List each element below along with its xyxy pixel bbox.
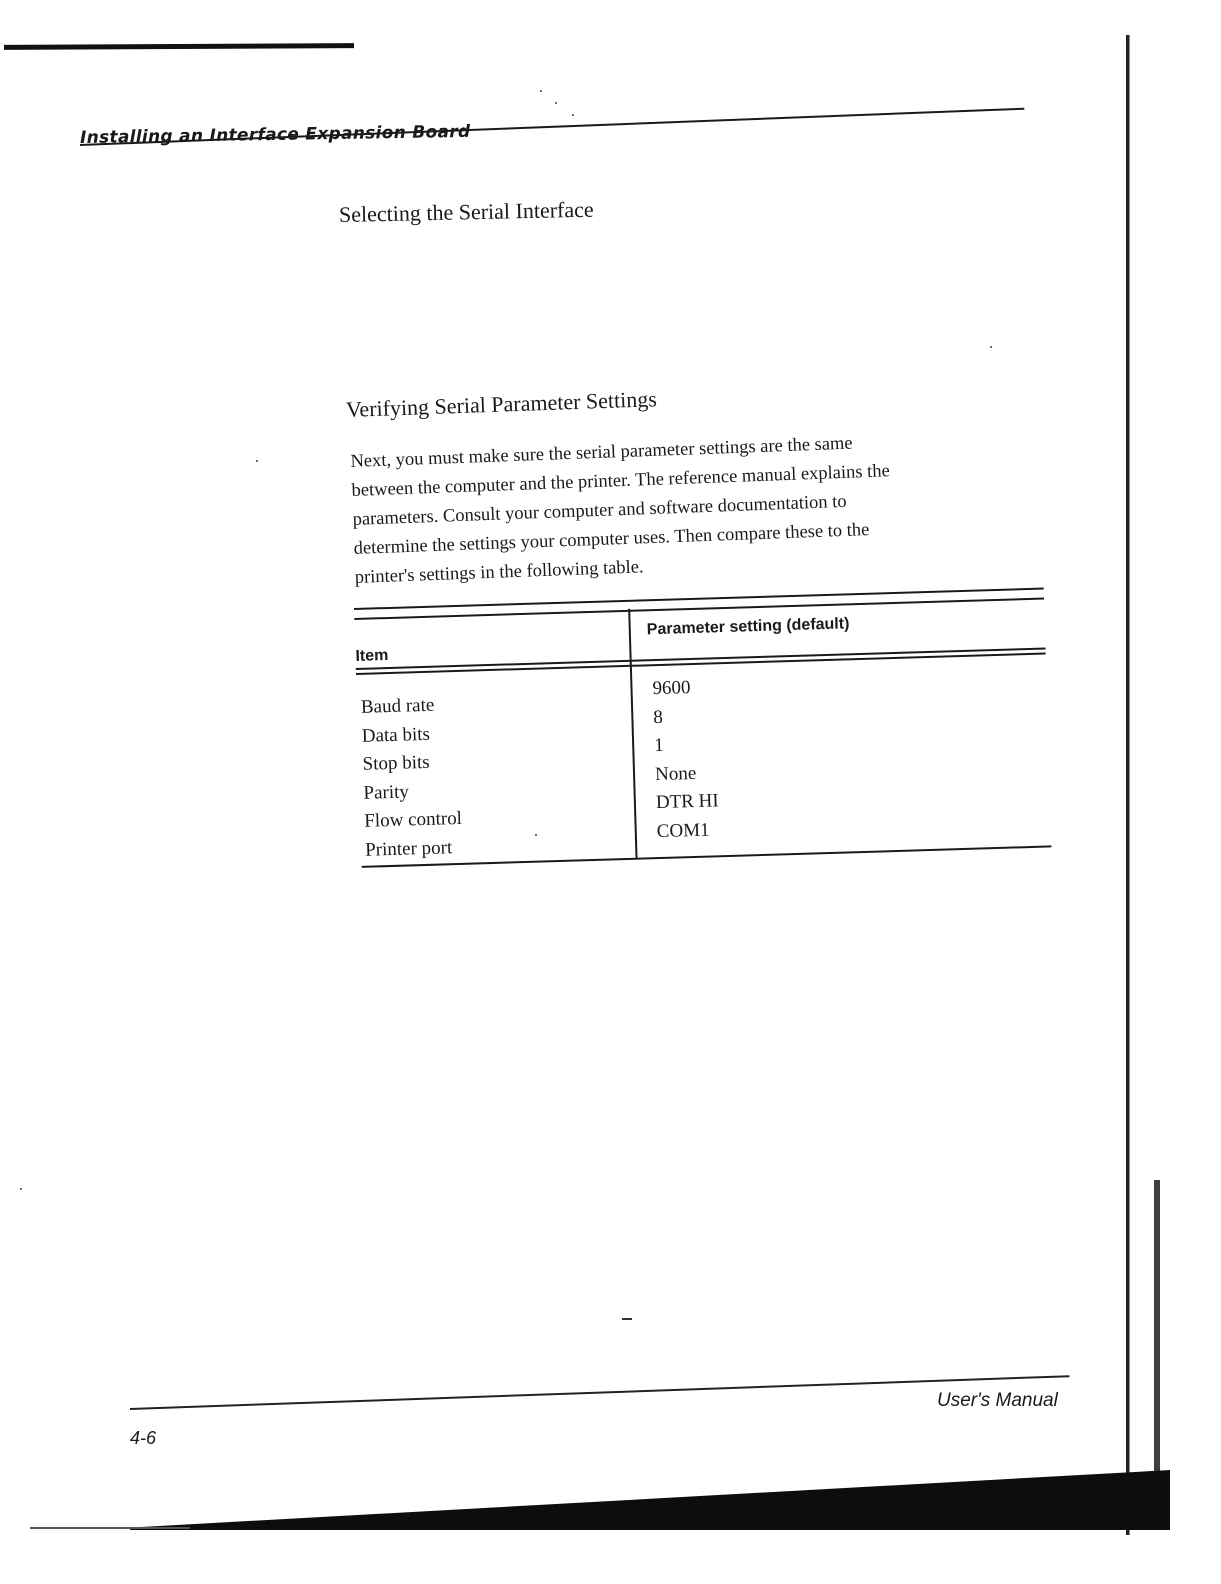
scan-artifact-bottom-line [30,1527,190,1529]
scan-speck [540,90,542,92]
table-cell-item: Parity [363,780,410,804]
table-cell-value: COM1 [656,819,710,842]
scan-artifact-right-edge-lower [1154,1180,1160,1520]
table-cell-value: None [654,762,697,785]
table-cell-item: Printer port [364,836,453,861]
scan-artifact-bottom-wedge [130,1470,1170,1530]
table-header-rule [356,648,1046,670]
serial-parameter-table [354,588,1052,888]
scan-speck [256,460,258,462]
paragraph-line: parameters. Consult your computer and software documentation to [352,491,847,530]
scan-artifact-top-bar [4,43,354,50]
scan-speck [990,346,992,348]
table-header-item: Item [355,647,389,665]
scan-speck [555,102,557,104]
scan-speck [20,1188,22,1190]
table-top-rule [354,588,1044,610]
section-title: Selecting the Serial Interface [338,196,594,227]
table-top-rule-2 [354,598,1044,620]
scan-speck [622,1318,632,1320]
scan-speck [572,114,574,116]
paragraph-line: between the computer and the printer. The reference manual explains the [351,461,891,501]
table-cell-item: Flow control [364,807,463,832]
table-cell-value: DTR HI [655,790,720,814]
table-column-divider [628,609,637,859]
table-cell-item: Stop bits [362,751,430,775]
paragraph-line: Next, you must make sure the serial parameter settings are the same [350,433,853,472]
subsection-title: Verifying Serial Parameter Settings [345,386,658,422]
footer-rule [130,1375,1069,1409]
table-cell-item: Baud rate [360,694,435,718]
table-cell-value: 8 [653,706,664,728]
paragraph-line: printer's settings in the following table. [354,557,644,588]
table-cell-value: 9600 [652,677,691,700]
scan-artifact-right-edge [1126,35,1133,1535]
running-head: Installing an Interface Expansion Board [79,121,471,148]
table-cell-item: Data bits [361,723,431,747]
page-number: 4-6 [130,1428,157,1448]
table-value-column [652,673,720,846]
body-paragraph [350,423,1045,593]
table-header-parameter: Parameter setting (default) [646,615,850,639]
table-bottom-rule [362,845,1052,867]
table-header-rule-2 [356,653,1046,675]
footer-manual-title: User's Manual [937,1390,1058,1411]
paragraph-line: determine the settings your computer uses. Then compare these to the [353,520,870,559]
table-item-column [361,691,464,865]
table-cell-value: 1 [653,734,665,757]
